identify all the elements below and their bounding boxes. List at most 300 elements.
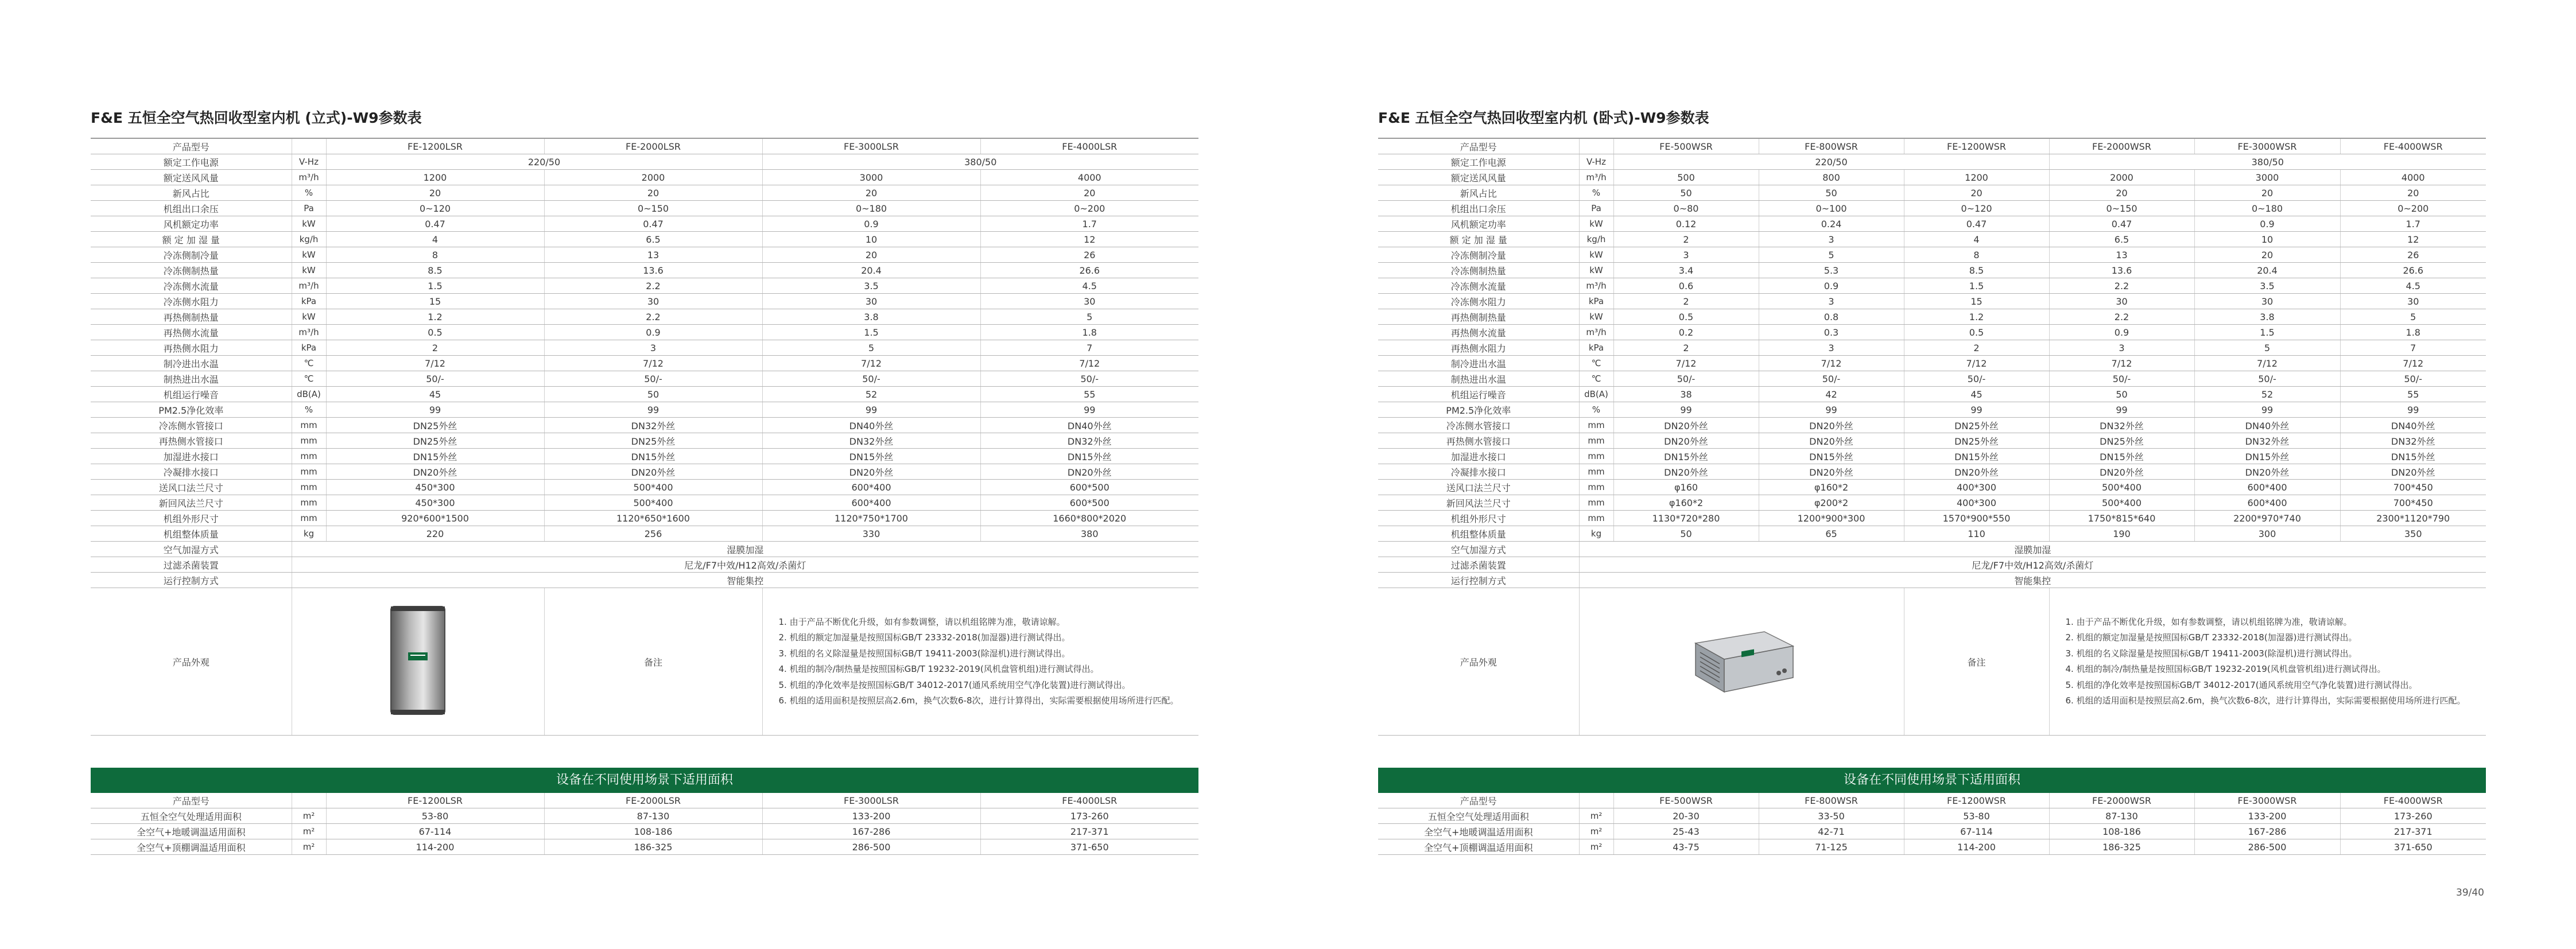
row-unit: dB(A) [1579,387,1613,402]
scene-label: 全空气+地暖调温适用面积 [1378,824,1579,839]
cell-value: 2 [326,340,544,356]
row-unit: mm [292,480,326,495]
table-row [1378,387,2486,402]
cell-value: φ200*2 [1759,495,1904,511]
row-label: 冷凝排水接口 [1378,464,1579,480]
row-label: 再热侧水阻力 [1378,340,1579,356]
cell-value: 6.5 [544,232,762,247]
note-line: 3. 机组的名义除湿量是按照国标GB/T 19411-2003(除湿机)进行测试得出。 [778,648,1070,659]
cell-value: 2000 [2049,170,2194,185]
scene-value: 186-325 [2049,839,2194,855]
scene-header-unit [1579,793,1613,808]
cell-value: 99 [544,402,762,418]
cell-value: 5 [762,340,980,356]
cell-value: 3.4 [1613,263,1759,278]
model-header: FE-3000WSR [2194,138,2340,154]
cell-value: 0.5 [326,325,544,340]
row-label: 风机额定功率 [1378,216,1579,232]
cell-value: DN15外丝 [1613,449,1759,464]
cell-value: 3 [1759,294,1904,309]
row-unit: mm [292,449,326,464]
row-label: 额 定 加 湿 量 [1378,232,1579,247]
cell-value: DN15外丝 [2340,449,2486,464]
row-unit: m³/h [1579,278,1613,294]
scene-model: FE-4000WSR [2340,793,2486,808]
scene-model: FE-3000LSR [762,793,980,808]
row-label: 冷冻侧水流量 [1378,278,1579,294]
row-label: 冷冻侧水阻力 [1378,294,1579,309]
cell-value: 1200*900*300 [1759,511,1904,526]
cell-value: 7 [980,340,1198,356]
cell-value: 50/- [544,371,762,387]
scene-header-row [1378,793,2486,808]
cell-value: 8 [326,247,544,263]
table-row [91,170,1198,185]
table-row [1378,247,2486,263]
scene-value: 53-80 [326,808,544,824]
row-unit: mm [1579,464,1613,480]
row-unit: mm [292,433,326,449]
cell-value: 15 [1904,294,2049,309]
row-label: 运行控制方式 [1378,573,1579,588]
table-row [1378,433,2486,449]
table-row [91,263,1198,278]
scene-value: 108-186 [2049,824,2194,839]
row-unit: mm [292,418,326,433]
row-unit: % [292,185,326,201]
scene-value: 217-371 [2340,824,2486,839]
cell-value: 7/12 [1759,356,1904,371]
remarks-notes [2049,588,2486,736]
cell-value: 42 [1759,387,1904,402]
scene-value: 167-286 [2194,824,2340,839]
row-unit: kW [1579,216,1613,232]
scene-value: 173-260 [980,808,1198,824]
cell-value: DN15外丝 [2194,449,2340,464]
cell-value: 7/12 [2049,356,2194,371]
merged-row [91,542,1198,557]
scene-value: 43-75 [1613,839,1759,855]
cell-value: 3 [1759,232,1904,247]
cell-value: 0.47 [1904,216,2049,232]
cell-value: 50/- [326,371,544,387]
cell-value: 190 [2049,526,2194,542]
row-label: 冷冻侧制冷量 [91,247,292,263]
cell-value: DN15外丝 [326,449,544,464]
cell-value: 30 [544,294,762,309]
cell-value: 99 [1613,402,1759,418]
row-unit: kW [292,216,326,232]
power-row [91,154,1198,170]
cell-value: 0.9 [2194,216,2340,232]
right-scene-band: 设备在不同使用场景下适用面积 [1378,768,2486,793]
cell-value: 4000 [2340,170,2486,185]
cell-value: 13 [2049,247,2194,263]
cell-value: 0.5 [1904,325,2049,340]
scene-value: 167-286 [762,824,980,839]
cell-value: 7/12 [1613,356,1759,371]
row-label: 再热侧水流量 [1378,325,1579,340]
cell-value: 1.5 [1904,278,2049,294]
row-label: 冷冻侧制热量 [91,263,292,278]
scene-value: 33-50 [1759,808,1904,824]
scene-header-label: 产品型号 [1378,793,1579,808]
cell-value: 0.9 [762,216,980,232]
scene-value: 53-80 [1904,808,2049,824]
row-unit: dB(A) [292,387,326,402]
cell-value: 500*400 [2049,480,2194,495]
cell-value: DN20外丝 [1759,418,1904,433]
scene-label: 五恒全空气处理适用面积 [91,808,292,824]
row-label: 加湿进水接口 [1378,449,1579,464]
row-label: 新风占比 [1378,185,1579,201]
table-row [1378,402,2486,418]
cell-value: 400*300 [1904,480,2049,495]
scene-value: 133-200 [762,808,980,824]
left-scene-band: 设备在不同使用场景下适用面积 [91,768,1198,793]
scene-unit: m² [292,824,326,839]
cell-value: DN20外丝 [1904,464,2049,480]
cell-value: DN40外丝 [2194,418,2340,433]
cell-value: 2.2 [2049,309,2194,325]
merged-row [91,557,1198,573]
cell-value: 2.2 [544,278,762,294]
row-unit: mm [1579,449,1613,464]
cell-value: 0~150 [544,201,762,216]
cell-value: 0~150 [2049,201,2194,216]
cell-value: 50 [1613,526,1759,542]
row-label: 冷凝排水接口 [91,464,292,480]
cell-value: 15 [326,294,544,309]
cell-value: DN20外丝 [1613,418,1759,433]
row-unit: % [1579,185,1613,201]
scene-unit: m² [1579,808,1613,824]
table-row [91,387,1198,402]
scene-value: 173-260 [2340,808,2486,824]
cell-value: 50/- [1613,371,1759,387]
cell-value: DN20外丝 [2340,464,2486,480]
cell-value: 99 [2049,402,2194,418]
cell-value: 2 [1613,232,1759,247]
product-image [1684,620,1799,703]
cell-value: 20 [762,185,980,201]
cell-value: 13 [544,247,762,263]
scene-value: 371-650 [980,839,1198,855]
row-unit: kPa [1579,340,1613,356]
cell-value: 2000 [544,170,762,185]
row-label: 再热侧水管接口 [1378,433,1579,449]
cell-value: 0.9 [544,325,762,340]
cell-value: DN32外丝 [2340,433,2486,449]
cell-value: 300 [2194,526,2340,542]
scene-value: 217-371 [980,824,1198,839]
cell-value: 99 [2194,402,2340,418]
table-row [1378,232,2486,247]
cell-value: 20.4 [2194,263,2340,278]
cell-value: 0~180 [762,201,980,216]
cell-value: DN15外丝 [762,449,980,464]
cell-value: 50/- [1759,371,1904,387]
scene-value: 25-43 [1613,824,1759,839]
cell-value: 450*300 [326,495,544,511]
cell-value: 8 [1904,247,2049,263]
cell-value: 5 [1759,247,1904,263]
cell-value: 2 [1904,340,2049,356]
cell-value: 50/- [762,371,980,387]
table-row [91,247,1198,263]
cell-value: 2300*1120*790 [2340,511,2486,526]
cell-value: 99 [762,402,980,418]
left-panel [91,92,1198,855]
row-label: 送风口法兰尺寸 [1378,480,1579,495]
scene-row [91,839,1198,855]
header-unit [292,138,326,154]
cell-value: DN25外丝 [326,418,544,433]
cell-value: 0.6 [1613,278,1759,294]
row-label: 机组运行噪音 [91,387,292,402]
cell-value: 1.8 [2340,325,2486,340]
merged-value: 湿膜加湿 [1579,542,2486,557]
cell-value: 20 [762,247,980,263]
cell-value: DN32外丝 [544,418,762,433]
cell-value: 4.5 [2340,278,2486,294]
row-label: 额定工作电源 [91,154,292,170]
cell-value: 7/12 [762,356,980,371]
cell-value: 3.5 [762,278,980,294]
cell-value: DN20外丝 [1759,433,1904,449]
cell-value: 3000 [2194,170,2340,185]
scene-header-unit [292,793,326,808]
row-label: 冷冻侧水管接口 [91,418,292,433]
scene-value: 371-650 [2340,839,2486,855]
row-unit: % [292,402,326,418]
cell-value: 99 [1904,402,2049,418]
cell-value: 1660*800*2020 [980,511,1198,526]
merged-value: 智能集控 [292,573,1198,588]
merged-value: 尼龙/F7中效/H12高效/杀菌灯 [1579,557,2486,573]
cell-value: 50/- [2340,371,2486,387]
cell-value: 700*450 [2340,480,2486,495]
scene-value: 20-30 [1613,808,1759,824]
cell-value: 1120*750*1700 [762,511,980,526]
cell-value: 600*400 [2194,495,2340,511]
cell-value: 800 [1759,170,1904,185]
model-header: FE-2000WSR [2049,138,2194,154]
row-unit: V-Hz [1579,154,1613,170]
scene-value: 67-114 [326,824,544,839]
cell-value: 30 [762,294,980,309]
cell-value: 2 [1613,340,1759,356]
header-row [91,138,1198,154]
merged-row [1378,573,2486,588]
row-unit: kg [292,526,326,542]
row-label: 冷冻侧制冷量 [1378,247,1579,263]
cell-value: 30 [2194,294,2340,309]
cell-value: 0.8 [1759,309,1904,325]
cell-value: 30 [2340,294,2486,309]
scene-model: FE-500WSR [1613,793,1759,808]
remarks-label: 备注 [544,588,762,736]
cell-value: DN32外丝 [980,433,1198,449]
table-row [1378,371,2486,387]
row-label: 制热进出水温 [91,371,292,387]
cell-value: 7/12 [980,356,1198,371]
cell-value: 45 [326,387,544,402]
cell-value: 2.2 [2049,278,2194,294]
cell-value: 1.7 [2340,216,2486,232]
merged-row [1378,542,2486,557]
note-line: 1. 由于产品不断优化升级，如有参数调整，请以机组铭牌为准，敬请谅解。 [2065,616,2352,627]
cell-value: 20.4 [762,263,980,278]
table-row [91,418,1198,433]
table-row [91,216,1198,232]
header-label: 产品型号 [91,138,292,154]
table-row [91,201,1198,216]
row-label: 冷冻侧水管接口 [1378,418,1579,433]
page-number: 39/40 [2456,887,2484,899]
table-row [91,495,1198,511]
power-value: 380/50 [2049,154,2486,170]
cell-value: 5 [2194,340,2340,356]
cell-value: 1750*815*640 [2049,511,2194,526]
scene-unit: m² [292,839,326,855]
model-header: FE-1200WSR [1904,138,2049,154]
row-unit: mm [1579,418,1613,433]
scene-unit: m² [292,808,326,824]
cell-value: 50 [2049,387,2194,402]
table-row [91,309,1198,325]
row-unit: kg/h [292,232,326,247]
cell-value: DN15外丝 [544,449,762,464]
right-scene-table [1378,793,2486,855]
cell-value: 4 [326,232,544,247]
row-unit: ℃ [292,356,326,371]
cell-value: 55 [980,387,1198,402]
row-unit: Pa [292,201,326,216]
row-label: 过滤杀菌装置 [91,557,292,573]
table-row [91,325,1198,340]
cell-value: 3000 [762,170,980,185]
cell-value: 10 [2194,232,2340,247]
row-label: 制冷进出水温 [1378,356,1579,371]
row-unit: kW [1579,247,1613,263]
scene-model: FE-3000WSR [2194,793,2340,808]
scene-model: FE-1200LSR [326,793,544,808]
scene-value: 133-200 [2194,808,2340,824]
model-header: FE-800WSR [1759,138,1904,154]
cell-value: 1.2 [326,309,544,325]
cell-value: 6.5 [2049,232,2194,247]
row-label: 额定送风风量 [1378,170,1579,185]
cell-value: 1.2 [1904,309,2049,325]
table-row [1378,201,2486,216]
row-unit: mm [1579,480,1613,495]
table-row [1378,278,2486,294]
table-row [1378,511,2486,526]
row-label: 再热侧水阻力 [91,340,292,356]
cell-value: DN20外丝 [762,464,980,480]
cell-value: DN40外丝 [980,418,1198,433]
cell-value: 38 [1613,387,1759,402]
row-unit: mm [292,495,326,511]
model-header: FE-1200LSR [326,138,544,154]
row-label: 运行控制方式 [91,573,292,588]
cell-value: 500*400 [544,480,762,495]
row-unit: mm [1579,495,1613,511]
row-unit: kg [1579,526,1613,542]
row-unit: kW [292,263,326,278]
note-line: 2. 机组的额定加湿量是按照国标GB/T 23332-2018(加湿器)进行测试得出。 [778,632,1070,643]
cell-value: 0~80 [1613,201,1759,216]
table-row [1378,309,2486,325]
cell-value: 0.2 [1613,325,1759,340]
cell-value: 20 [326,185,544,201]
table-row [1378,464,2486,480]
row-label: 新风占比 [91,185,292,201]
cell-value: DN32外丝 [2049,418,2194,433]
cell-value: DN32外丝 [2194,433,2340,449]
scene-model: FE-2000LSR [544,793,762,808]
cell-value: 13.6 [544,263,762,278]
merged-row [91,573,1198,588]
cell-value: 600*400 [762,480,980,495]
row-unit: mm [292,464,326,480]
right-title: F&E 五恒全空气热回收型室内机 (卧式)-W9参数表 [1378,110,1709,126]
cell-value: 0~180 [2194,201,2340,216]
scene-value: 42-71 [1759,824,1904,839]
model-header: FE-4000LSR [980,138,1198,154]
cell-value: 1.5 [326,278,544,294]
row-unit: m³/h [292,278,326,294]
model-header: FE-500WSR [1613,138,1759,154]
row-label: 新回风法兰尺寸 [1378,495,1579,511]
cell-value: 20 [2194,185,2340,201]
row-label: 制冷进出水温 [91,356,292,371]
right-panel [1378,92,2486,855]
note-line: 4. 机组的制冷/制热量是按照国标GB/T 19232-2019(风机盘管机组)进行测试得出。 [778,664,1099,674]
table-row [1378,185,2486,201]
cell-value: 3 [1613,247,1759,263]
scene-row [1378,824,2486,839]
cell-value: DN20外丝 [1759,464,1904,480]
row-label: 冷冻侧水阻力 [91,294,292,309]
row-label: 再热侧水管接口 [91,433,292,449]
cell-value: DN25外丝 [1904,433,2049,449]
table-row [1378,449,2486,464]
scene-header-label: 产品型号 [91,793,292,808]
cell-value: 0~200 [980,201,1198,216]
cell-value: 30 [980,294,1198,309]
table-row [1378,216,2486,232]
cell-value: 5 [2340,309,2486,325]
cell-value: 0.47 [326,216,544,232]
row-unit: kW [292,247,326,263]
header-row [1378,138,2486,154]
row-unit: kPa [292,340,326,356]
cell-value: 4.5 [980,278,1198,294]
cell-value: 20 [2340,185,2486,201]
cell-value: DN20外丝 [326,464,544,480]
table-row [1378,526,2486,542]
cell-value: 600*500 [980,495,1198,511]
row-label: 机组外形尺寸 [91,511,292,526]
cell-value: 0~120 [1904,201,2049,216]
table-row [91,294,1198,309]
cell-value: 7/12 [544,356,762,371]
cell-value: 26.6 [2340,263,2486,278]
cell-value: 1200 [326,170,544,185]
cell-value: 99 [1759,402,1904,418]
